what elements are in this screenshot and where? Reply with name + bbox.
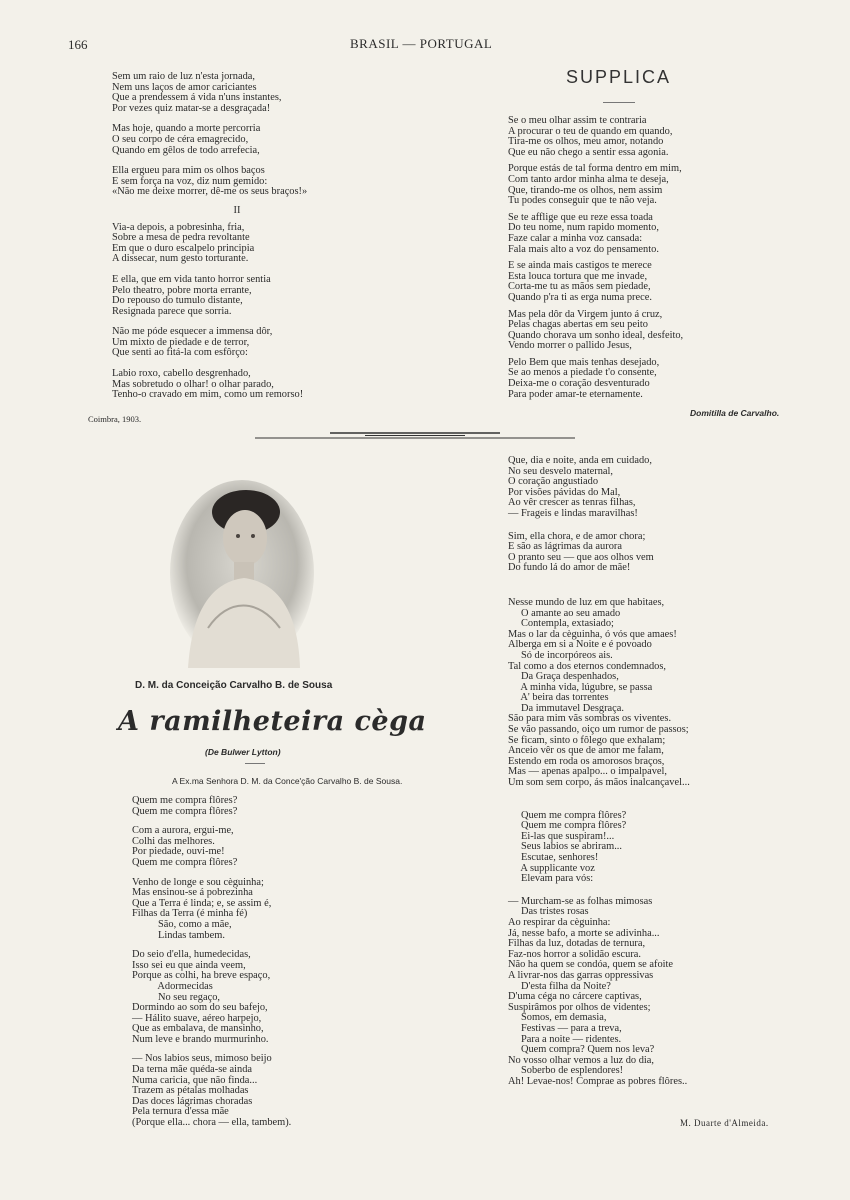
verse-line: Não me póde esquecer a immensa dôr,: [112, 326, 273, 338]
verse-line: Por vezes quiz matar-se a desgraçada!: [112, 102, 271, 114]
title-rule: [603, 102, 635, 103]
page-number: 166: [68, 37, 88, 52]
verse-line: Mas hoje, quando a morte percorria: [112, 123, 261, 135]
verse-line: Lindas tambem.: [132, 929, 225, 941]
verse-line: Dormindo ao som do seu bafejo,: [132, 1002, 268, 1014]
verse-line: Elevam para vós:: [508, 873, 594, 885]
portrait-photo: [168, 478, 316, 668]
verse-line: Do repouso do tumulo distante,: [112, 295, 243, 307]
verse-line: Que eu não chego a sentir essa agonia.: [508, 146, 669, 158]
verse-line: Esta louca tortura que me invade,: [508, 270, 648, 282]
stanza: [508, 897, 838, 1088]
verse-line: Quem me compra flôres?: [132, 805, 238, 817]
verse-line: São para mim vãs sombras os viventes.: [508, 713, 672, 725]
verse-line: O pranto seu — que aos olhos vem: [508, 551, 654, 563]
verse-line: A dissecar, num gesto torturante.: [112, 253, 249, 265]
verse-line: Fala mais alto a voz do pensamento.: [508, 243, 659, 255]
verse-line: Quando chorava um sonho ideal, desfeito,: [508, 329, 684, 341]
dedication: A Ex.ma Senhora D. M. da Conce'ção Carvalho B. de Sousa.: [172, 776, 403, 786]
subtitle-rule: [245, 763, 265, 764]
verse-line: Que senti ao fitá-la com esfôrço:: [112, 347, 248, 359]
verse-line: A procurar o teu de quando em quando,: [508, 125, 673, 137]
ramilheteira-left: [132, 796, 452, 1138]
stanza: [132, 796, 452, 817]
verse-line: Que as embalava, de mansinho,: [132, 1023, 264, 1035]
verse-line: Tu podes conseguir que te não veja.: [508, 195, 657, 207]
verse-line: Pelas chagas abertas em seu peito: [508, 319, 648, 331]
verse-line: Somos, em demasia,: [508, 1012, 607, 1024]
verse-line: Em que o duro escalpelo principia: [112, 242, 255, 254]
verse-line: Trazem as pétalas molhadas: [132, 1085, 249, 1097]
verse-line: Mas ensinou-se á pobrezinha: [132, 887, 253, 899]
verse-line: Pelo theatro, pobre morta errante,: [112, 284, 252, 296]
verse-line: Vendo morrer o pallido Jesus,: [508, 340, 632, 352]
verse-line: Mas o lar da cèguinha, ó vós que amaes!: [508, 628, 677, 640]
verse-line: A' beira das torrentes: [508, 692, 609, 704]
verse-line: Por piedade, ouvi-me!: [132, 846, 225, 858]
verse-line: Faze calar a minha voz cansada:: [508, 232, 643, 244]
verse-line: Se te afflige que eu reze essa toada: [508, 211, 653, 223]
verse-line: Filhas da luz, dotadas de ternura,: [508, 938, 646, 950]
verse-line: Que, dia e noite, anda em cuidado,: [508, 455, 652, 466]
stanza: [112, 327, 422, 359]
verse-line: Que a prendessem á vida n'uns instantes,: [112, 92, 282, 104]
verse-line: Da immutavel Desgraça.: [508, 702, 624, 714]
verse-line: Ah! Levae-nos! Comprae as pobres flôres..: [508, 1075, 688, 1087]
verse-line: D'uma céga no cárcere captivas,: [508, 991, 642, 1003]
verse-line: A livrar-nos das garras oppressivas: [508, 969, 654, 981]
verse-line: Venho de longe e sou cèguinha;: [132, 876, 264, 888]
verse-line: Por visões pávidas do Mal,: [508, 486, 621, 498]
poem-top-left: [112, 72, 422, 411]
verse-line: Porque as colhi, ha breve espaço,: [132, 970, 271, 982]
ramilheteira-right: [508, 456, 838, 1087]
verse-line: Da Graça despenhados,: [508, 671, 619, 683]
verse-line: Resignada parece que sorria.: [112, 305, 232, 317]
stanza: [508, 598, 838, 789]
verse-line: Anceio vêr os que de amor me falam,: [508, 745, 664, 757]
verse-line: Do teu nome, num rapido momento,: [508, 222, 659, 234]
stanza: [508, 811, 838, 885]
verse-line: E ella, que em vida tanto horror sentia: [112, 273, 271, 285]
stanza: [508, 358, 828, 400]
verse-line: Estendo em roda os amorosos braços,: [508, 755, 665, 767]
verse-line: E sem força na voz, diz num gemido:: [112, 175, 268, 187]
stanza: [112, 369, 422, 401]
verse-line: Para poder amar-te eternamente.: [508, 388, 643, 400]
verse-line: Já, nesse bafo, a morte se adivinha...: [508, 927, 660, 939]
verse-line: Com tanto ardor minha alma te deseja,: [508, 173, 669, 185]
verse-line: Das tristes rosas: [508, 906, 589, 918]
stanza: [508, 261, 828, 303]
verse-line: Quem compra? Quem nos leva?: [508, 1044, 655, 1056]
verse-line: O coração angustiado: [508, 476, 599, 488]
verse-line: Quem me compra flôres?: [508, 820, 627, 832]
verse-line: Numa caricia, que não finda...: [132, 1074, 258, 1086]
verse-line: Ei-las que suspiram!...: [508, 830, 615, 842]
verse-line: Só de incorpóreos ais.: [508, 649, 613, 661]
stanza: [112, 223, 422, 265]
stanza: [112, 275, 422, 317]
stanza: [132, 950, 452, 1045]
verse-line: Faz-nos horror a solidão escura.: [508, 948, 642, 960]
verse-line: Que a Terra é linda; e, se assim é,: [132, 897, 272, 909]
stanza: [508, 532, 838, 574]
verse-line: Labio roxo, cabello desgrenhado,: [112, 368, 251, 380]
verse-line: Tenho-o cravado em mim, como um remorso!: [112, 389, 304, 401]
verse-line: Para a noite — ridentes.: [508, 1033, 622, 1045]
section-number: II: [233, 204, 241, 216]
place-date: Coimbra, 1903.: [88, 414, 142, 424]
verse-line: Nesse mundo de luz em que habitaes,: [508, 596, 665, 608]
verse-line: Se ficam, sinto o fôlego que exhalam;: [508, 734, 666, 746]
ramilheteira-title: A ramilheteira cèga: [118, 706, 427, 737]
verse-line: Tal como a dos eternos condemnados,: [508, 660, 666, 672]
verse-line: O seu corpo de céra emagrecido,: [112, 133, 249, 145]
verse-line: — Nos labios seus, mimoso beijo: [132, 1053, 272, 1065]
stanza: [112, 166, 422, 198]
ornamental-divider: [255, 428, 575, 442]
verse-line: Das doces lágrimas choradas: [132, 1095, 253, 1107]
verse-line: Ao respirar da cèguinha:: [508, 916, 611, 928]
verse-line: Do seio d'ella, humedecidas,: [132, 949, 251, 961]
verse-line: «Não me deixe morrer, dê-me os seus braços!»: [112, 186, 308, 198]
verse-line: Da terna mãe quéda-se ainda: [132, 1064, 253, 1076]
verse-line: Se o meu olhar assim te contraria: [508, 115, 647, 126]
verse-line: D'esta filha da Noite?: [508, 980, 611, 992]
ramilheteira-author: M. Duarte d'Almeida.: [680, 1118, 769, 1128]
verse-line: Quando em gêlos de todo arrefecia,: [112, 144, 260, 156]
verse-line: No seu regaço,: [132, 991, 221, 1003]
verse-line: Sim, ella chora, e de amor chora;: [508, 530, 646, 542]
running-title: BRASIL — PORTUGAL: [350, 36, 493, 51]
verse-line: Via-a depois, a pobresinha, fria,: [112, 221, 245, 233]
verse-line: Pelo Bem que mais tenhas desejado,: [508, 356, 660, 368]
verse-line: Quem me compra flôres?: [132, 795, 238, 806]
verse-line: Do fundo lá do amor de mãe!: [508, 562, 631, 574]
stanza: [132, 826, 452, 868]
stanza: [508, 164, 828, 206]
verse-line: Isso sei eu que ainda veem,: [132, 959, 246, 971]
verse-line: Mas pela dôr da Virgem junto á cruz,: [508, 308, 663, 320]
stanza: [508, 116, 828, 158]
verse-line: Pela ternura d'essa mãe: [132, 1106, 229, 1118]
verse-line: Quando p'ra ti as erga numa prece.: [508, 291, 652, 303]
verse-line: O amante ao seu amado: [508, 607, 621, 619]
verse-line: Suspirâmos por olhos de videntes;: [508, 1001, 651, 1013]
verse-line: São, como a mãe,: [132, 918, 232, 930]
verse-line: (Porque ella... chora — ella, tambem).: [132, 1117, 292, 1129]
verse-line: E são as lágrimas da aurora: [508, 541, 622, 553]
stanza: [132, 1054, 452, 1128]
verse-line: Num leve e brando murmurinho.: [132, 1033, 269, 1045]
verse-line: A supplicante voz: [508, 862, 595, 874]
verse-line: Com a aurora, ergui-me,: [132, 825, 234, 837]
verse-line: Um som sem corpo, ás mãos inalcançavel...: [508, 777, 690, 789]
verse-line: Não ha quem se condóa, quem se afoite: [508, 959, 674, 971]
stanza: [132, 878, 452, 942]
verse-line: Colhi das melhores.: [132, 835, 215, 847]
verse-line: — Frageis e lindas maravilhas!: [508, 507, 638, 519]
verse-line: Tira-me os olhos, meu amor, notando: [508, 136, 664, 148]
verse-line: — Hálito suave, aéreo harpejo,: [132, 1012, 262, 1024]
verse-line: Adormecidas: [132, 980, 213, 992]
verse-line: — Murcham-se as folhas mimosas: [508, 895, 653, 907]
verse-line: Deixa-me o coração desventurado: [508, 378, 650, 390]
verse-line: Se ao menos a piedade t'o consente,: [508, 367, 657, 379]
stanza: [112, 124, 422, 156]
verse-line: Ella ergueu para mim os olhos baços: [112, 165, 265, 177]
stanza: [508, 310, 828, 352]
verse-line: Escutae, senhores!: [508, 852, 599, 863]
supplica-author: Domitilla de Carvalho.: [690, 408, 780, 418]
verse-line: Mas sobretudo o olhar! o olhar parado,: [112, 378, 274, 390]
verse-line: Um mixto de piedade e de terror,: [112, 336, 250, 348]
supplica-title: SUPPLICA: [566, 67, 672, 87]
verse-line: Se vão passando, oiço um rumor de passos;: [508, 724, 689, 736]
verse-line: Alberga em si a Noite e é povoado: [508, 639, 652, 651]
verse-line: Quem me compra flôres?: [132, 856, 238, 868]
verse-line: No seu desvelo maternal,: [508, 465, 614, 477]
verse-line: Sobre a mesa de pedra revoltante: [112, 232, 250, 244]
verse-line: Quem me compra flôres?: [508, 809, 627, 821]
verse-line: Sem um raio de luz n'esta jornada,: [112, 71, 255, 82]
verse-line: No vosso olhar vemos a luz do dia,: [508, 1054, 655, 1066]
verse-line: Nem uns laços de amor cariciantes: [112, 81, 257, 93]
verse-line: Soberbo de esplendores!: [508, 1065, 624, 1077]
stanza: [508, 456, 838, 520]
verse-line: Corta-me tu as mãos sem piedade,: [508, 281, 651, 293]
verse-line: E se ainda mais castigos te merece: [508, 260, 652, 272]
ramilheteira-subtitle: (De Bulwer Lytton): [205, 747, 281, 757]
verse-line: A minha vida, lúgubre, se passa: [508, 681, 653, 693]
supplica-poem: [508, 116, 828, 406]
stanza: [112, 72, 422, 114]
verse-line: Porque estás de tal forma dentro em mim,: [508, 163, 682, 175]
verse-line: Ao vêr crescer as tenras filhas,: [508, 497, 636, 509]
verse-line: Festivas — para a treva,: [508, 1022, 622, 1034]
verse-line: Filhas da Terra (é minha fé): [132, 908, 248, 920]
stanza: [508, 213, 828, 255]
portrait-caption: D. M. da Conceição Carvalho B. de Sousa: [135, 680, 333, 691]
verse-line: Seus labios se abriram...: [508, 841, 622, 853]
verse-line: Contempla, extasiado;: [508, 618, 614, 630]
verse-line: Mas — apenas apalpo... o impalpavel,: [508, 766, 667, 778]
verse-line: Que, tirando-me os olhos, nem assim: [508, 184, 663, 196]
